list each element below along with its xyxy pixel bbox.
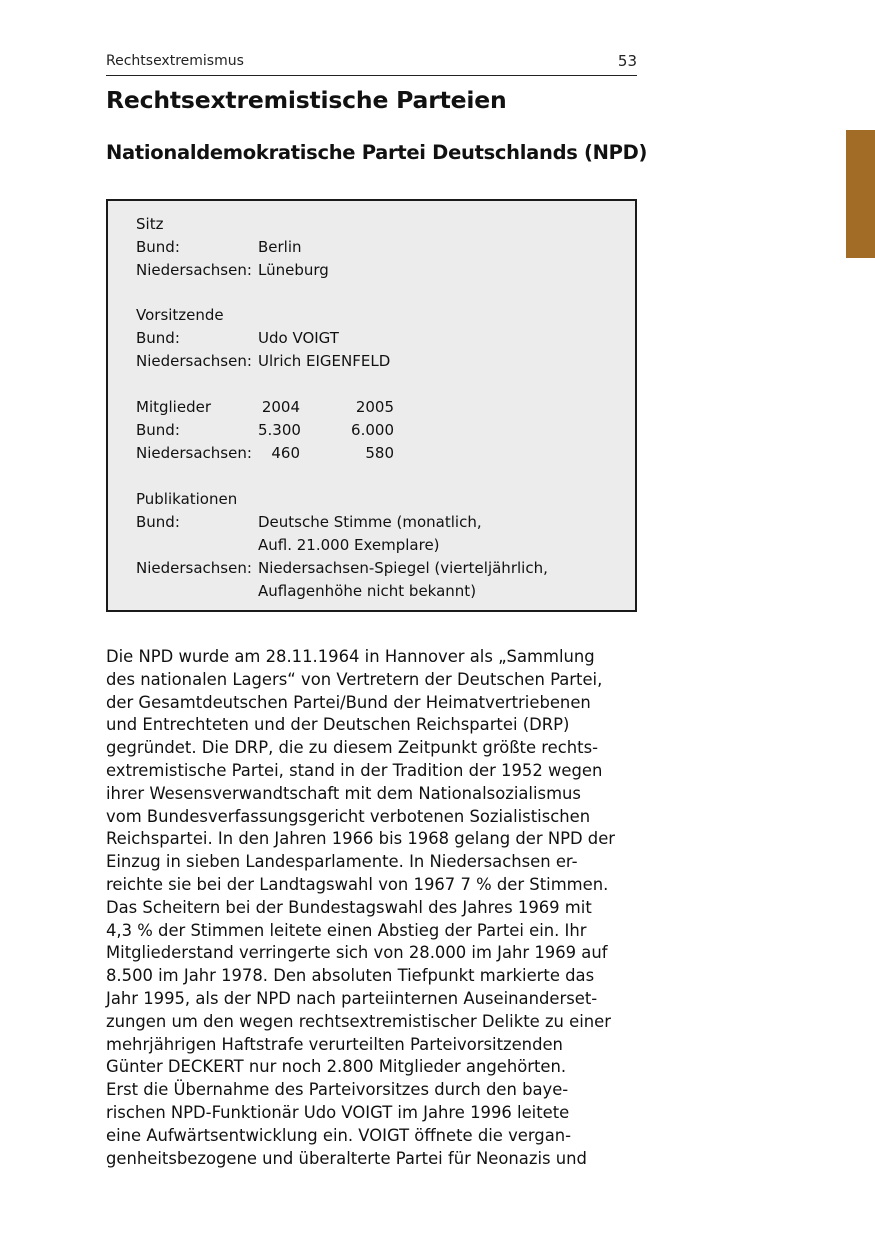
body-line: gegründet. Die DRP, die zu diesem Zeitpunkt größte rechts-	[106, 738, 599, 758]
chapter-thumb-tab	[846, 130, 875, 258]
mitglieder-bund-label: Bund:	[136, 421, 180, 439]
mitglieder-heading: Mitglieder	[136, 398, 211, 416]
section-title: Nationaldemokratische Partei Deutschlands (NPD)	[106, 141, 648, 164]
body-line: Die NPD wurde am 28.11.1964 in Hannover als „Sammlung	[106, 647, 595, 666]
body-line: eine Aufwärtsentwicklung ein. VOIGT öffnete die vergan-	[106, 1125, 572, 1145]
sitz-nds-label: Niedersachsen:	[136, 261, 252, 279]
body-line: Mitgliederstand verringerte sich von 28.000 im Jahr 1969 auf	[106, 943, 608, 963]
sitz-heading: Sitz	[136, 215, 164, 233]
mitglieder-bund-2004: 5.300	[258, 421, 301, 439]
header-section-title: Rechtsextremismus	[106, 53, 244, 69]
body-line: vom Bundesverfassungsgericht verbotenen Sozialistischen	[106, 806, 591, 826]
party-fact-box	[106, 199, 637, 612]
publikationen-bund-line2: Aufl. 21.000 Exemplare)	[258, 536, 440, 554]
running-header	[106, 51, 637, 76]
body-line: 4,3 % der Stimmen leitete einen Abstieg der Partei ein. Ihr	[106, 920, 587, 940]
mitglieder-nds-2004: 460	[271, 444, 300, 462]
body-line: ihrer Wesensverwandtschaft mit dem Nationalsozialismus	[106, 783, 581, 803]
publikationen-bund-label: Bund:	[136, 513, 180, 531]
vorsitzende-bund-value: Udo VOIGT	[258, 329, 339, 347]
publikationen-heading: Publikationen	[136, 490, 238, 508]
body-line: Das Scheitern bei der Bundestagswahl des Jahres 1969 mit	[106, 897, 592, 917]
mitglieder-nds-label: Niedersachsen:	[136, 444, 252, 462]
body-line: mehrjährigen Haftstrafe verurteilten Parteivorsitzenden	[106, 1034, 563, 1054]
publikationen-bund-line1: Deutsche Stimme (monatlich,	[258, 513, 482, 531]
mitglieder-year-2005: 2005	[355, 398, 394, 416]
sitz-nds-value: Lüneburg	[258, 261, 329, 279]
publikationen-nds-label: Niedersachsen:	[136, 559, 252, 577]
mitglieder-year-2004: 2004	[261, 398, 300, 416]
vorsitzende-nds-value: Ulrich EIGENFELD	[258, 352, 391, 370]
body-line: des nationalen Lagers“ von Vertretern der Deutschen Partei,	[106, 669, 603, 689]
body-line: extremistische Partei, stand in der Tradition der 1952 wegen	[106, 760, 603, 780]
sitz-bund-value: Berlin	[258, 238, 302, 256]
body-line: genheitsbezogene und überalterte Partei für Neonazis und	[106, 1148, 587, 1168]
body-line: Einzug in sieben Landesparlamente. In Niedersachsen er-	[106, 852, 578, 872]
body-line: zungen um den wegen rechtsextremistischer Delikte zu einer	[106, 1011, 611, 1031]
body-line: und Entrechteten und der Deutschen Reichspartei (DRP)	[106, 715, 570, 735]
mitglieder-bund-2005: 6.000	[351, 421, 394, 439]
chapter-title: Rechtsextremistische Parteien	[106, 86, 507, 114]
body-line: Günter DECKERT nur noch 2.800 Mitglieder angehörten.	[106, 1057, 567, 1077]
body-line: Jahr 1995, als der NPD nach parteiinternen Auseinanderset-	[106, 988, 598, 1008]
body-line: rischen NPD-Funktionär Udo VOIGT im Jahre 1996 leitete	[106, 1102, 570, 1122]
body-line: 8.500 im Jahr 1978. Den absoluten Tiefpunkt markierte das	[106, 966, 595, 986]
vorsitzende-heading: Vorsitzende	[136, 306, 224, 324]
mitglieder-nds-2005: 580	[365, 444, 394, 462]
body-line: Erst die Übernahme des Parteivorsitzes durch den baye-	[106, 1080, 569, 1100]
body-line: Reichspartei. In den Jahren 1966 bis 1968 gelang der NPD der	[106, 829, 616, 849]
page-number: 53	[617, 52, 637, 70]
vorsitzende-bund-label: Bund:	[136, 329, 180, 347]
publikationen-nds-line2: Auflagenhöhe nicht bekannt)	[258, 582, 477, 600]
vorsitzende-nds-label: Niedersachsen:	[136, 352, 252, 370]
body-line: der Gesamtdeutschen Partei/Bund der Heimatvertriebenen	[106, 692, 591, 712]
sitz-bund-label: Bund:	[136, 238, 180, 256]
body-line: reichte sie bei der Landtagswahl von 1967 7 % der Stimmen.	[106, 874, 609, 894]
body-paragraph	[106, 646, 646, 1170]
publikationen-nds-line1: Niedersachsen-Spiegel (vierteljährlich,	[258, 559, 548, 577]
